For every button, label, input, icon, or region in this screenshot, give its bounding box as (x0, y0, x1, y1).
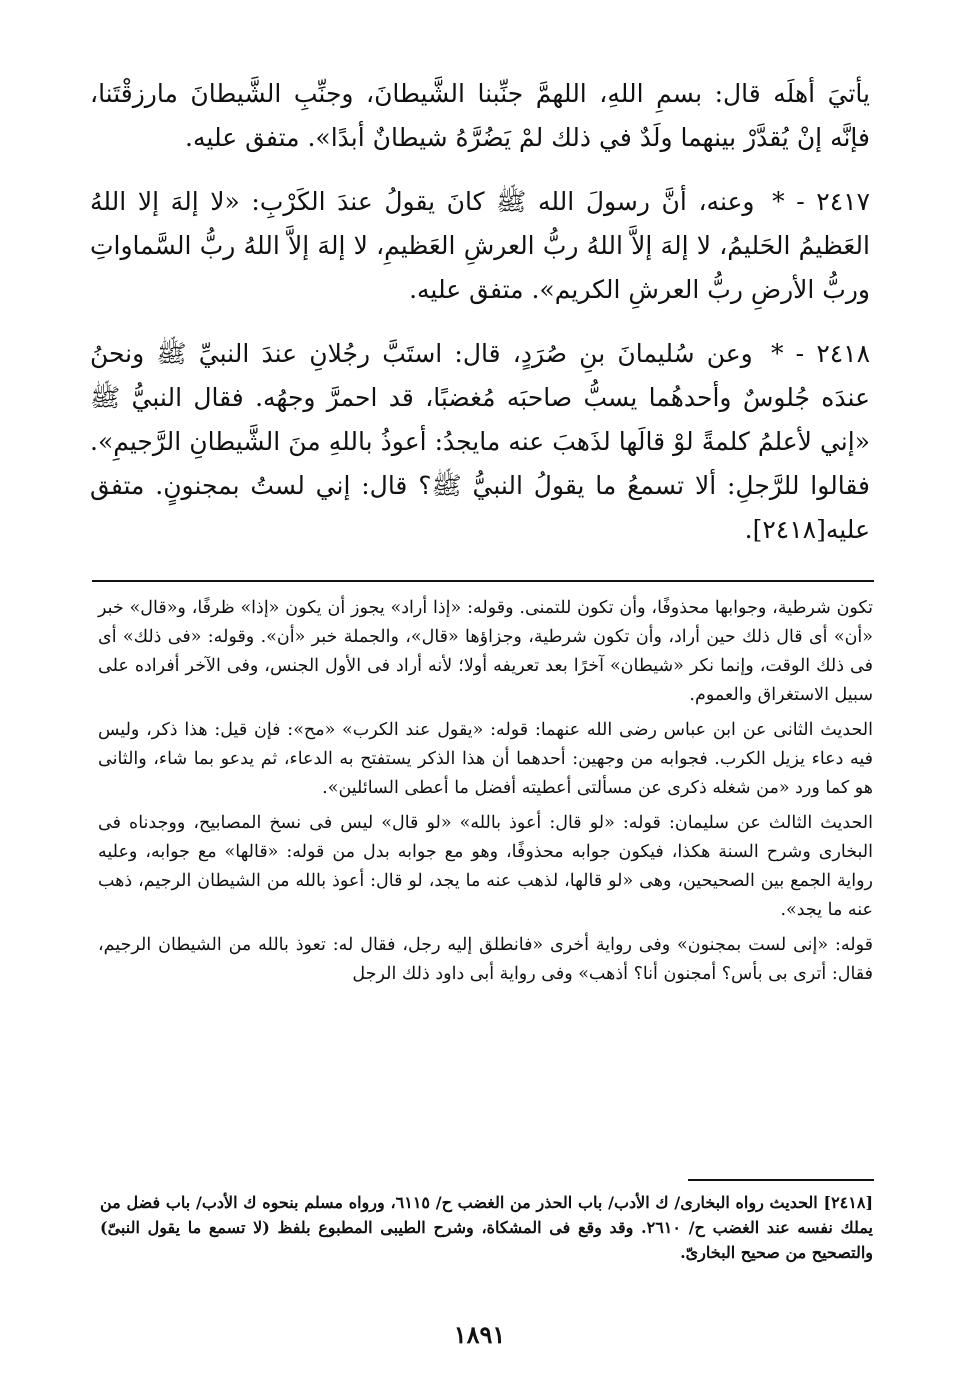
section-divider (92, 580, 874, 582)
page-number: ١٨٩١ (453, 1320, 506, 1349)
hadith-2418 (90, 332, 870, 552)
commentary-section (98, 594, 873, 995)
footnote-divider (688, 1179, 874, 1181)
hadith-number: ٢٤١٧ - * (772, 187, 871, 216)
commentary-paragraph: تكون شرطية، وجوابها محذوفًا، وأن تكون للتمنى. وقوله: «إذا أراد» يجوز أن يكون «إذا» ظرفًا، و«قال» خبر «أن» أى قال ذلك حين أراد، وأن تكون شرطية، وجزاؤها «قال»، والجملة خبر «أن». وقوله: «فى ذلك» أى فى ذلك الوقت، وإنما نكر «شيطان» آخرًا بعد تعريفه أولا؛ لأنه أراد فى الأول الجنس، وفى الآخر أفراده على سبيل الاستغراق والعموم. (98, 598, 873, 705)
hadith-continuation (90, 72, 870, 160)
footnote-section (100, 1190, 873, 1265)
footnote-text: [٢٤١٨] الحديث رواه البخارى/ ك الأدب/ باب الحذر من الغضب ح/ ٦١١٥، ورواه مسلم بنحوه ك الأدب/ باب فضل من يملك نفسه عند الغضب ح/ ٢٦١٠. وقد وقع فى المشكاة، وشرح الطيبى المطبوع بلفظ (لا تسمع ما يقول النبىّ) والتصحيح من صحيح البخارىّ. (100, 1193, 874, 1262)
commentary-paragraph: الحديث الثالث عن سليمان: قوله: «لو قال: أعوذ بالله» «لو قال» ليس فى نسخ المصابيح، ووجدناه فى البخارى وشرح السنة هكذا، فيكون جوابه محذوفًا، وهو مع جوابه بدل من قوله: «قالها» مع جوابه، وعليه رواية الجمع بين الصحيحين، وهى «لو قالها، لذهب عنه ما يجد، لو قال: أعوذ بالله من الشيطان الرجيم، ذهب عنه ما يجد». (98, 813, 873, 920)
commentary-paragraph: الحديث الثانى عن ابن عباس رضى الله عنهما: قوله: «يقول عند الكرب» «مح»: فإن قيل: هذا ذكر، وليس فيه دعاء يزيل الكرب. فجوابه من وجهين: أحدهما أن هذا الذكر يستفتح به الدعاء، ثم يدعو بما شاء، والثانى هو كما ورد «من شغله ذكرى عن مسألتى أعطيته أفضل ما أعطى السائلين». (98, 720, 873, 798)
hadith-continuation-text: يأتيَ أهلَه قال: بسمِ اللهِ، اللهمَّ جنِّبنا الشَّيطانَ، وجنِّبِ الشَّيطانَ مارزقْتَنا، فإنَّه إنْ يُقدَّرْ بينهما ولَدٌ في ذلك لمْ يَضُرَّهُ شيطانٌ أبدًا». متفق عليه. (90, 79, 870, 152)
hadith-text (90, 72, 870, 572)
hadith-2418-text: وعن سُليمانَ بنِ صُرَدٍ، قال: استَبَّ رجُلانِ عندَ النبيِّ ﷺ ونحنُ عندَه جُلوسٌ وأحدهُما يسبُّ صاحبَه مُغضبًا، قد احمرَّ وجهُه. فقال النبيُّ ﷺ «إني لأعلمُ كلمةً لوْ قالَها لذَهبَ عنه مايجدُ: أعوذُ باللهِ منَ الشَّيطانِ الرَّجيمِ». فقالوا للرَّجلِ: ألا تسمعُ ما يقولُ النبيُّ ﷺ؟ قال: إني لستُ بمجنونٍ. متفق عليه[٢٤١٨]. (90, 339, 870, 544)
hadith-2417 (90, 180, 870, 312)
hadith-2417-text: وعنه، أنَّ رسولَ الله ﷺ كانَ يقولُ عندَ الكَرْبِ: «لا إلهَ إلا اللهُ العَظيمُ الحَليمُ، لا إلهَ إلاَّ اللهُ ربُّ العرشِ العَظيمِ، لا إلهَ إلاَّ اللهُ ربُّ السَّماواتِ وربُّ الأرضِ ربُّ العرشِ الكريم». متفق عليه. (90, 187, 870, 304)
commentary-paragraph: قوله: «إنى لست بمجنون» وفى رواية أخرى «فانطلق إليه رجل، فقال له: تعوذ بالله من الشيطان الرجيم، فقال: أترى بى بأس؟ أمجنون أنا؟ أذهب» وفى رواية أبى داود ذلك الرجل (98, 935, 873, 984)
hadith-number: ٢٤١٨ - * (770, 339, 871, 368)
